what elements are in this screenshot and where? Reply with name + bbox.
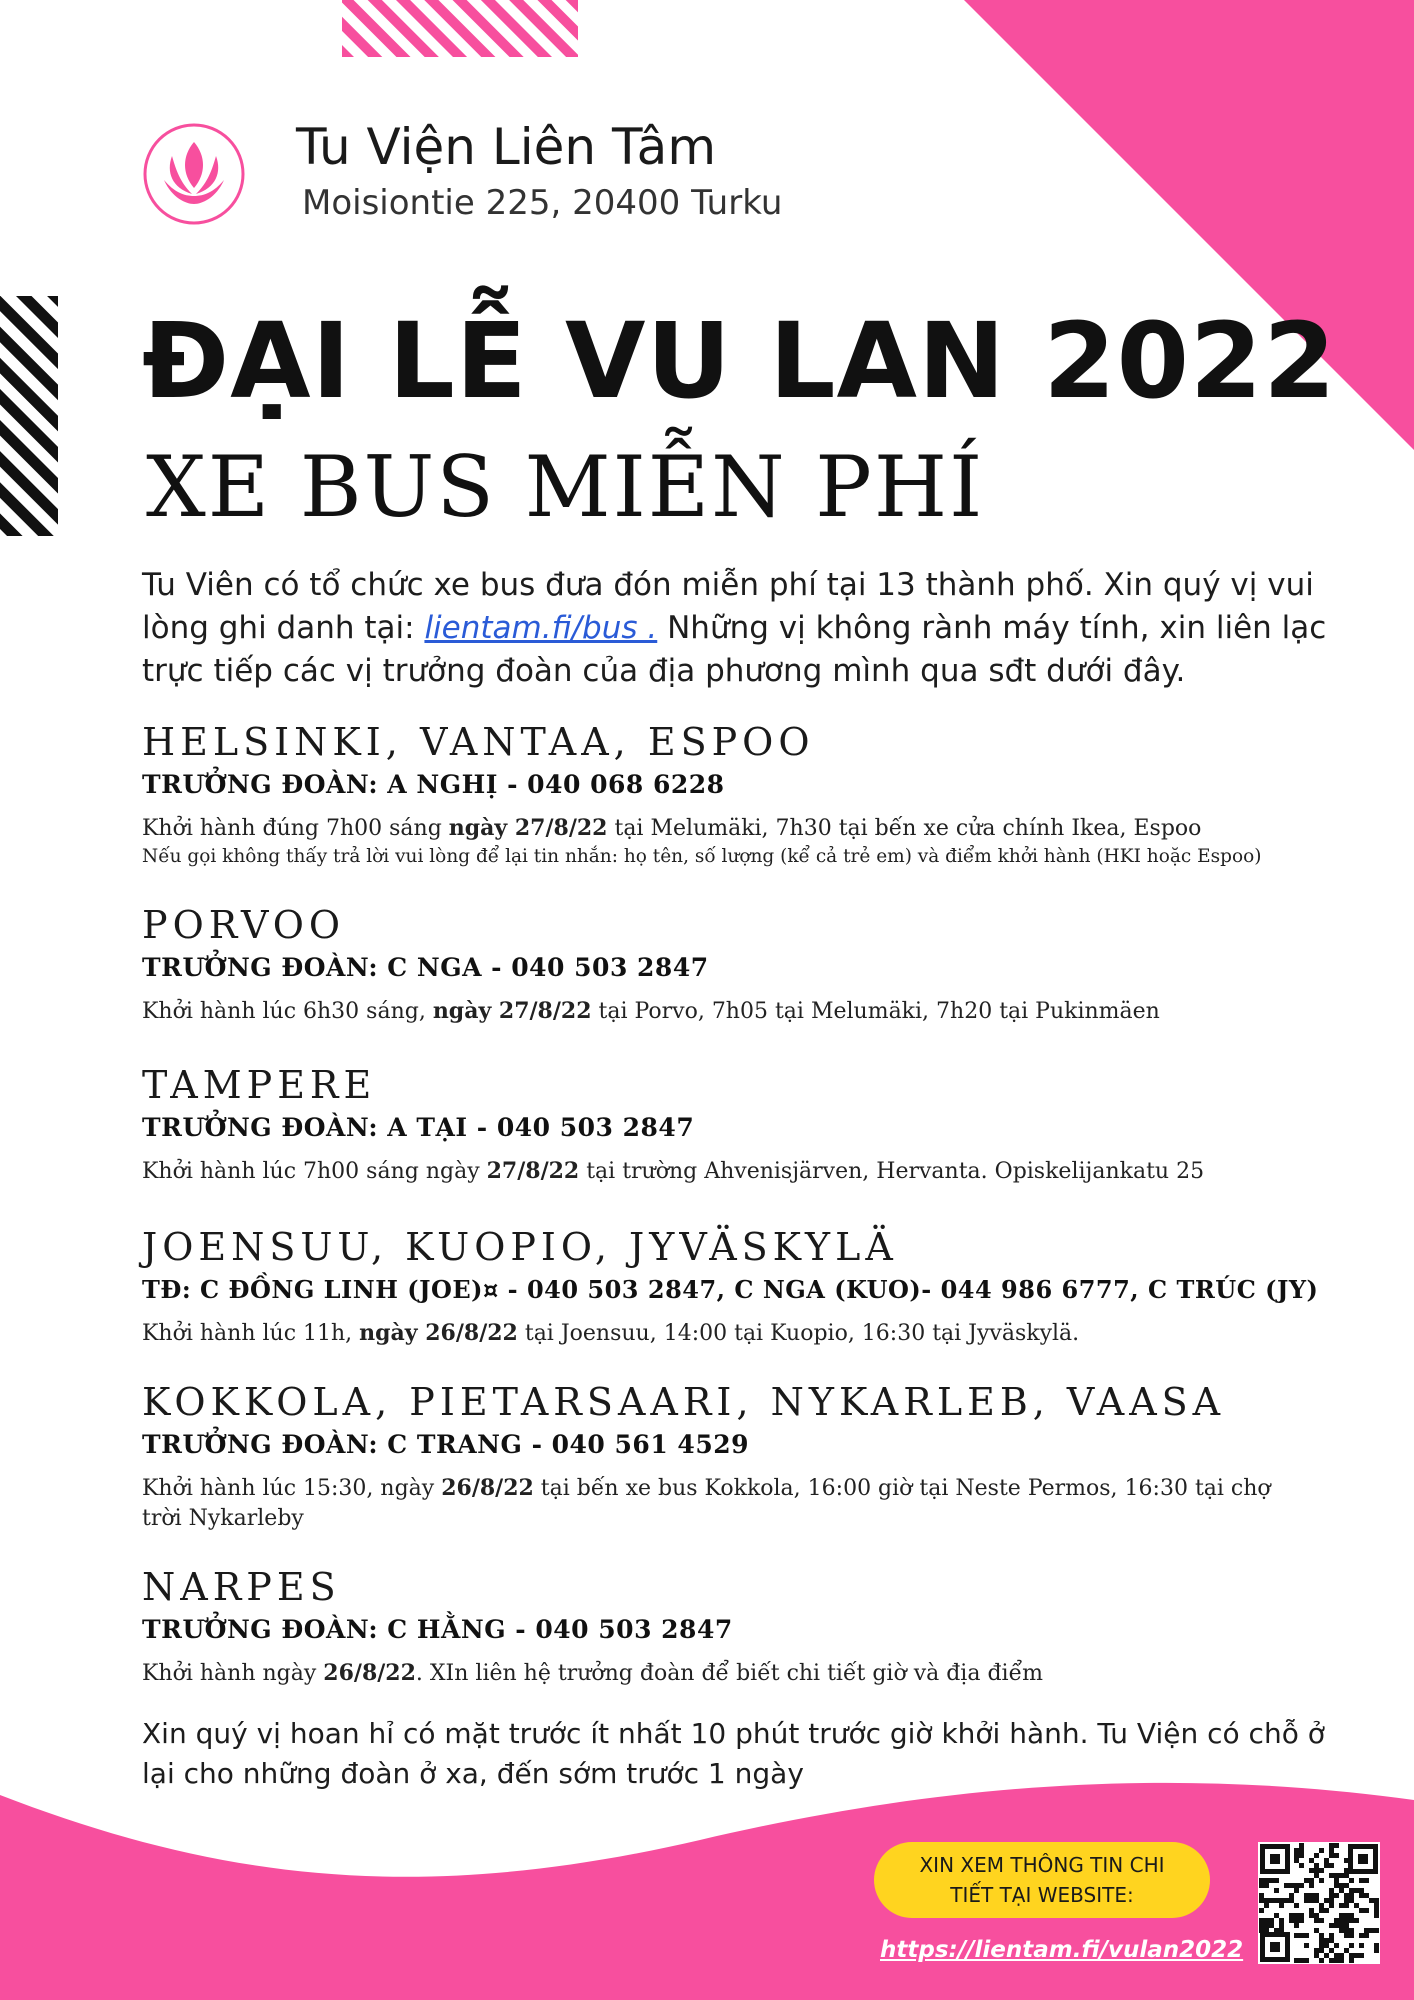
region-narpes [142,1565,1382,1689]
region-detail: Khởi hành ngày 26/8/22. XIn liên hệ trưởng đoàn để biết chi tiết giờ và địa điểm [142,1660,1043,1686]
region-city: PORVOO [142,903,346,947]
page-subtitle: XE BUS MIỄN PHÍ [146,438,985,536]
region-kokkola [142,1380,1382,1534]
org-name: Tu Viện Liên Tâm [296,118,717,176]
region-city: JOENSUU, KUOPIO, JYVÄSKYLÄ [142,1225,898,1269]
website-link[interactable]: https://lientam.fi/vulan2022 [880,1937,1244,1963]
pink-stripes-top [342,0,578,57]
qr-code-icon[interactable] [1258,1842,1380,1964]
black-stripes-left [0,296,58,536]
region-detail: Khởi hành lúc 6h30 sáng, ngày 27/8/22 tại Porvo, 7h05 tại Melumäki, 7h20 tại Pukinmäen [142,998,1160,1024]
registration-link[interactable]: lientam.fi/bus . [424,610,658,646]
region-leader: TRƯỞNG ĐOÀN: A TẠI - 040 503 2847 [142,1113,695,1142]
intro-paragraph [142,564,1342,693]
region-city: TAMPERE [142,1063,377,1107]
region-leader: TRƯỞNG ĐOÀN: C TRANG - 040 561 4529 [142,1430,750,1459]
region-city: KOKKOLA, PIETARSAARI, NYKARLEB, VAASA [142,1380,1226,1424]
region-leader: TRƯỞNG ĐOÀN: C NGA - 040 503 2847 [142,953,709,982]
region-note: Nếu gọi không thấy trả lời vui lòng để lại tin nhắn: họ tên, số lượng (kể cả trẻ em) và điểm khởi hành (HKI hoặc Espoo) [142,846,1262,867]
region-leader: TRƯỞNG ĐOÀN: C HẰNG - 040 503 2847 [142,1615,733,1644]
page-title: ĐẠI LỄ VU LAN 2022 [142,300,1337,422]
org-address: Moisiontie 225, 20400 Turku [302,183,783,223]
region-city: NARPES [142,1565,341,1609]
region-helsinki [142,720,1382,867]
region-porvoo [142,903,1382,1027]
region-detail: Khởi hành lúc 11h, ngày 26/8/22 tại Joensuu, 14:00 tại Kuopio, 16:30 tại Jyväskylä. [142,1320,1080,1346]
region-leader: TĐ: C ĐỒNG LINH (JOE)¤ - 040 503 2847, C NGA (KUO)- 044 986 6777, C TRÚC (JY) [142,1275,1319,1304]
cta-text: XIN XEM THÔNG TIN CHI TIẾT TẠI WEBSITE: [919,1853,1165,1907]
closing-paragraph: Xin quý vị hoan hỉ có mặt trước ít nhất 10 phút trước giờ khởi hành. Tu Viện có chỗ ở lại cho những đoàn ở xa, đến sớm trước 1 ngày [142,1717,1325,1790]
region-city: HELSINKI, VANTAA, ESPOO [142,720,815,764]
region-leader: TRƯỞNG ĐOÀN: A NGHỊ - 040 068 6228 [142,770,725,799]
region-detail: Khởi hành lúc 15:30, ngày 26/8/22 tại bến xe bus Kokkola, 16:00 giờ tại Neste Permos, 16:30 tại chợ trời Nykarleby [142,1475,1271,1531]
region-detail: Khởi hành đúng 7h00 sáng ngày 27/8/22 tại Melumäki, 7h30 tại bến xe cửa chính Ikea, Espoo [142,815,1202,841]
intro-text-before: Tu Viên có tổ chức xe bus đưa đón miễn phí tại 13 thành phố. Xin quý vị vui lòng ghi danh tại: [142,567,1314,646]
website-cta-badge [874,1842,1210,1918]
lotus-flame-icon [142,122,246,226]
intro-text-after: Những vị không rành máy tính, xin liên lạc trực tiếp các vị trưởng đoàn của địa phương mình qua sđt dưới đây. [142,610,1327,689]
region-detail: Khởi hành lúc 7h00 sáng ngày 27/8/22 tại trường Ahvenisjärven, Hervanta. Opiskelijankatu 25 [142,1158,1205,1184]
region-tampere [142,1063,1382,1187]
region-joensuu [142,1225,1382,1349]
